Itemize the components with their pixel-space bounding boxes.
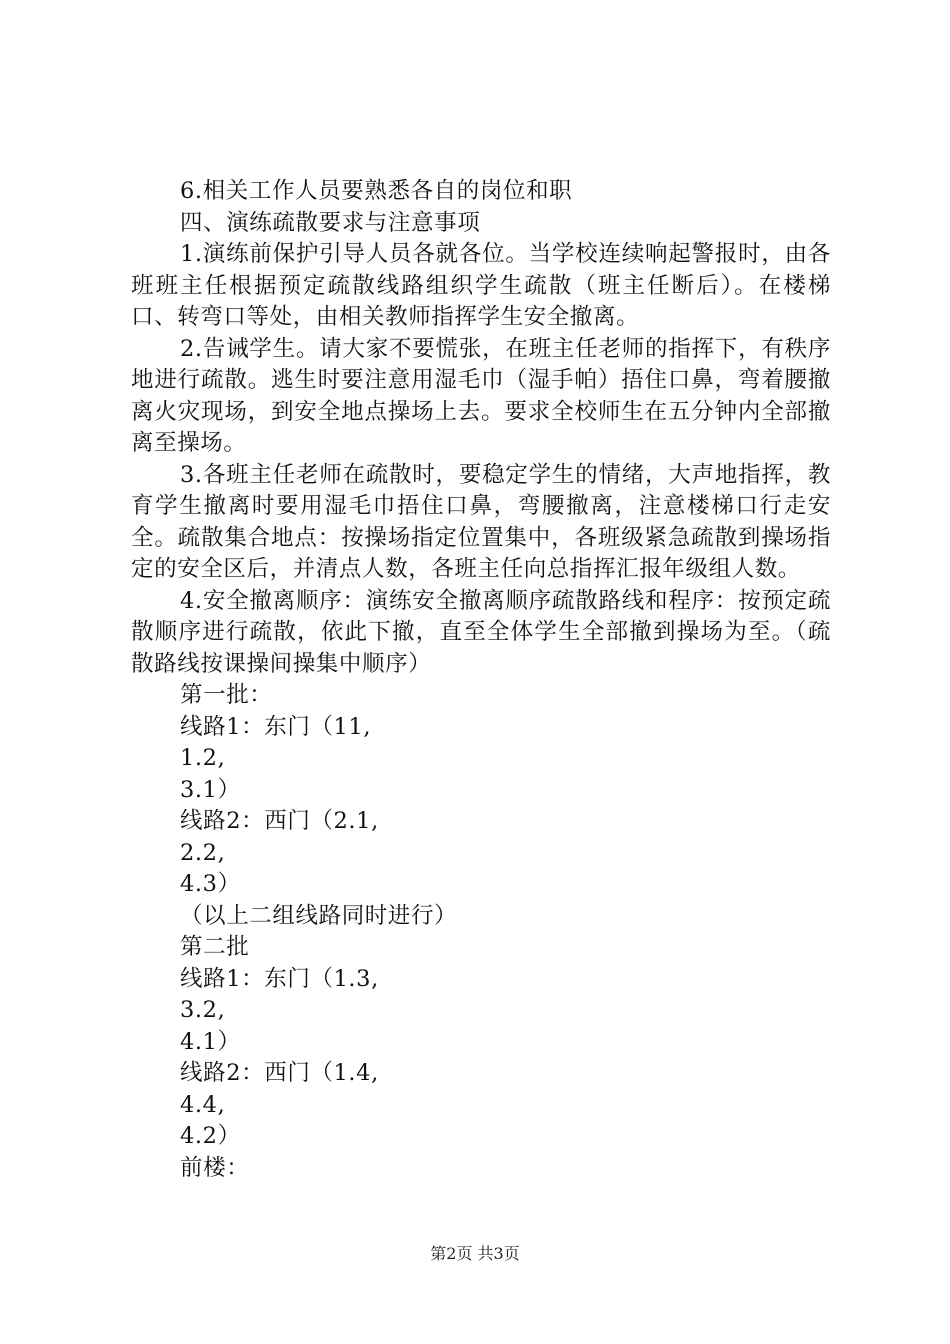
route-line: 3.1） <box>180 776 241 803</box>
route-line: 4.1） <box>180 1028 241 1055</box>
paragraph-requirement-3: 3.各班主任老师在疏散时，要稳定学生的情绪，大声地指挥，教育学生撤离时要用湿毛巾捂住口鼻，弯腰撤离，注意楼梯口行走安全。疏散集合地点：按操场指定位置集中，各班级紧急疏散到操场指定的安全区后，并清点人数，各班主任向总指挥汇报年级组人数。 <box>131 461 831 582</box>
section-heading-requirements: 四、演练疏散要求与注意事项 <box>180 209 481 236</box>
route-line: 3.2, <box>180 997 226 1023</box>
paragraph-requirement-4: 4.安全撤离顺序：演练安全撤离顺序疏散路线和程序：按预定疏散顺序进行疏散，依此下撤，直至全体学生全部撤到操场为至。（疏散路线按课操间操集中顺序） <box>131 587 831 677</box>
route-line: 线路1：东门（11, <box>180 713 372 740</box>
batch-heading-first: 第一批： <box>180 682 273 708</box>
route-line: 1.2, <box>180 745 226 771</box>
route-line: 线路2：西门（1.4, <box>180 1060 379 1086</box>
route-line: 4.3） <box>180 871 241 897</box>
route-line: 2.2, <box>180 839 226 866</box>
batch-heading-second: 第二批 <box>180 934 250 960</box>
page-footer: 第2页 共3页 <box>430 1244 520 1263</box>
route-line: 线路1：东门（1.3, <box>180 965 379 992</box>
document-body <box>131 176 831 1184</box>
route-line: 4.4, <box>180 1091 226 1118</box>
route-note: （以上二组线路同时进行） <box>180 902 458 929</box>
route-line: 4.2） <box>180 1123 241 1149</box>
section-label-front-building: 前楼： <box>180 1154 250 1181</box>
paragraph-requirement-1: 1.演练前保护引导人员各就各位。当学校连续响起警报时，由各班班主任根据预定疏散线路组织学生疏散（班主任断后）。在楼梯口、转弯口等处，由相关教师指挥学生安全撤离。 <box>131 241 831 330</box>
route-line: 线路2：西门（2.1, <box>180 808 379 834</box>
paragraph-item-6: 6.相关工作人员要熟悉各自的岗位和职 <box>180 178 573 204</box>
paragraph-requirement-2: 2.告诫学生。请大家不要慌张，在班主任老师的指挥下，有秩序地进行疏散。逃生时要注意用湿毛巾（湿手帕）捂住口鼻，弯着腰撤离火灾现场，到安全地点操场上去。要求全校师生在五分钟内全部撤离至操场。 <box>131 335 831 456</box>
